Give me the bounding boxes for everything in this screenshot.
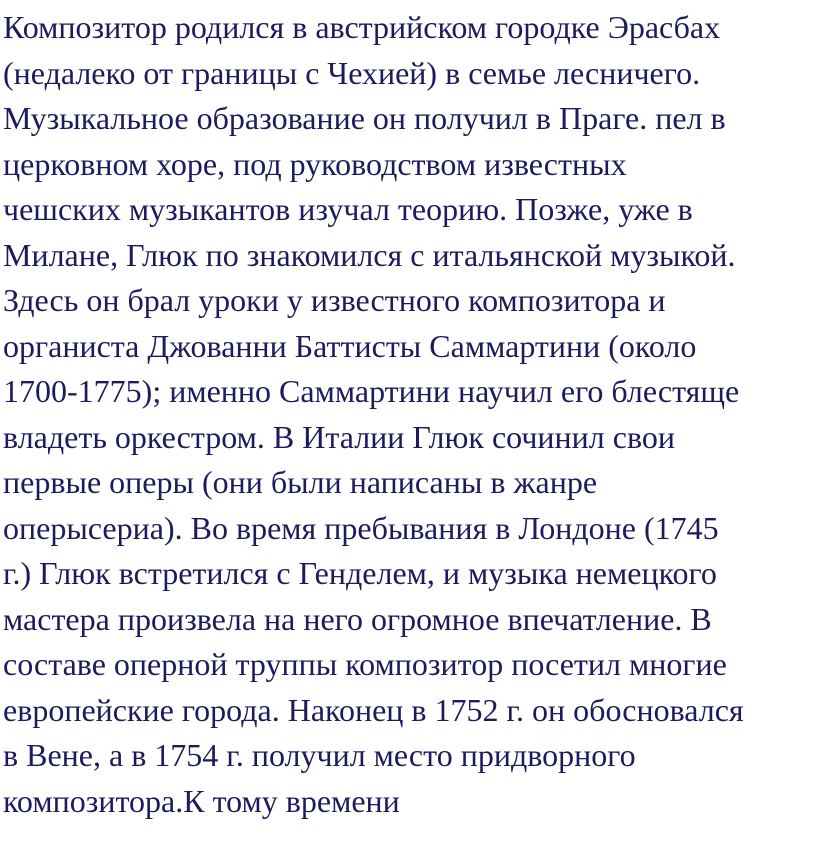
text-line: 1700-1775); именно Саммартини научил его блестяще [3, 373, 740, 409]
text-line: европейские города. Наконец в 1752 г. он обосновался [3, 691, 744, 728]
text-line: владеть оркестром. В Италии Глюк сочинил свои [3, 418, 675, 455]
text-line: Композитор родился в австрийском городке Эрасбах [3, 9, 721, 45]
text-line: составе оперной труппы композитор посетил многие [3, 646, 727, 682]
text-line: композитора.К тому времени [3, 782, 400, 819]
text-line: в Вене, а в 1754 г. получил место придворного [3, 737, 636, 773]
text-line: оперысериа). Во время пребывания в Лондоне (1745 [3, 509, 719, 546]
text-line: г.) Глюк встретился с Генделем, и музыка немецкого [3, 555, 717, 591]
text-line: мастера произвела на него огромное впечатление. В [3, 600, 712, 637]
text-line: органиста Джованни Баттисты Саммартини (около [3, 327, 697, 364]
text-line: чешских музыкантов изучал теорию. Позже, уже в [3, 191, 693, 227]
text-line: Музыкальное образование он получил в Праге. пел в [3, 100, 726, 136]
text-line: первые оперы (они были написаны в жанре [3, 464, 598, 500]
text-line: (недалеко от границы с Чехией) в семье лесничего. [3, 54, 701, 91]
text-line: Милане, Глюк по знакомился с итальянской музыкой. [3, 236, 736, 273]
text-line: церковном хоре, под руководством известных [3, 145, 627, 182]
text-line: Здесь он брал уроки у известного композитора и [3, 282, 666, 318]
